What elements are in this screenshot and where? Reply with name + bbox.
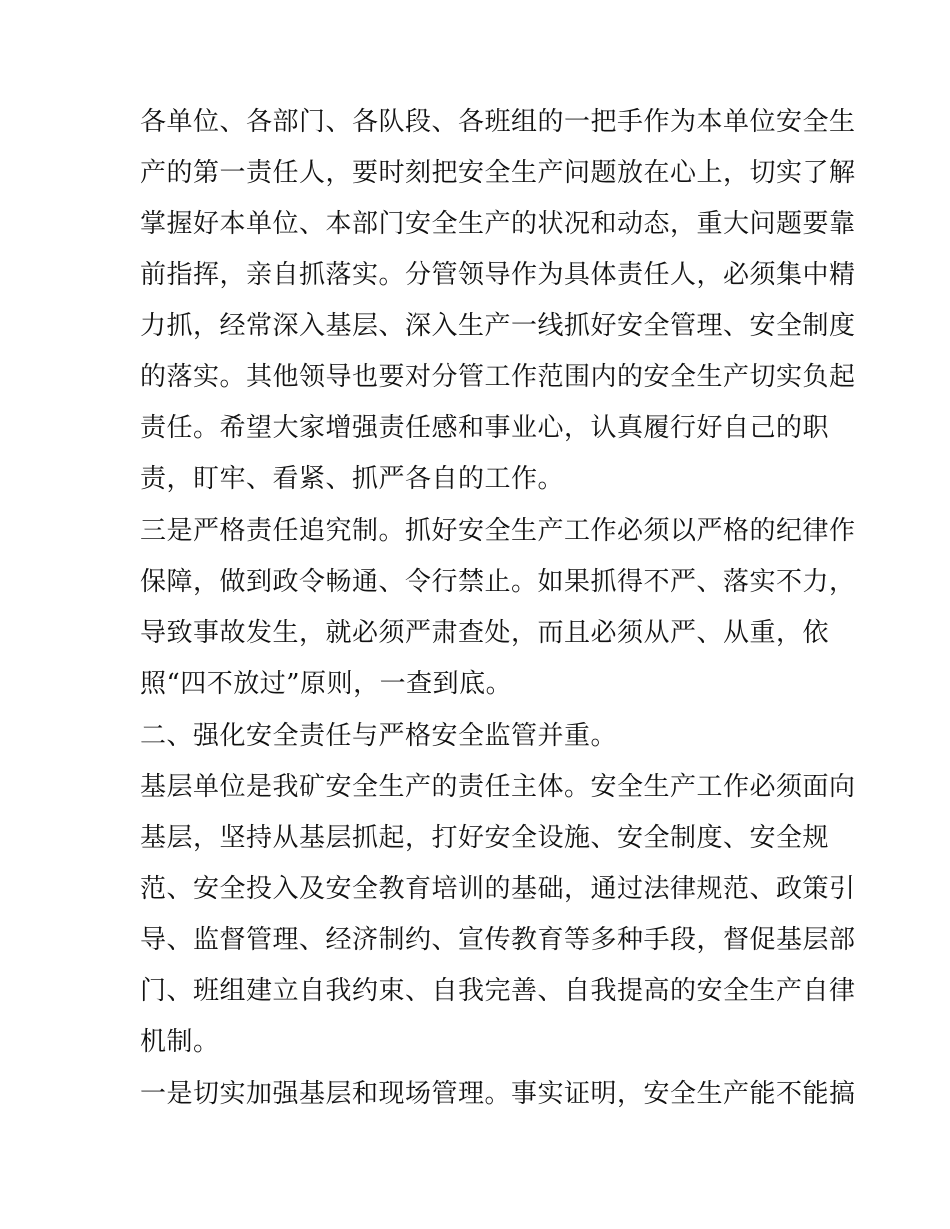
text-line: 范、安全投入及安全教育培训的基础，通过法律规范、政策引	[140, 874, 856, 904]
text-line: 门、班组建立自我约束、自我完善、自我提高的安全生产自律	[140, 976, 856, 1006]
text-line: 导致事故发生，就必须严肃查处，而且必须从严、从重，依	[140, 618, 830, 648]
text-line: 一是切实加强基层和现场管理。事实证明，安全生产能不能搞	[140, 1079, 856, 1109]
text-line: 责，盯牢、看紧、抓严各自的工作。	[140, 464, 565, 494]
section-heading: 二、强化安全责任与严格安全监管并重。	[140, 721, 618, 751]
text-line: 力抓，经常深入基层、深入生产一线抓好安全管理、安全制度	[140, 311, 856, 341]
text-line: 机制。	[140, 1027, 220, 1057]
text-line: 掌握好本单位、本部门安全生产的状况和动态，重大问题要靠	[140, 209, 856, 239]
text-line: 的落实。其他领导也要对分管工作范围内的安全生产切实负起	[140, 362, 856, 392]
text-line: 三是严格责任追究制。抓好安全生产工作必须以严格的纪律作	[140, 516, 856, 546]
text-line: 责任。希望大家增强责任感和事业心，认真履行好自己的职	[140, 413, 830, 443]
text-line: 前指挥，亲自抓落实。分管领导作为具体责任人，必须集中精	[140, 260, 856, 290]
text-line: 导、监督管理、经济制约、宣传教育等多种手段，督促基层部	[140, 925, 856, 955]
text-line: 照“四不放过”原则，一查到底。	[140, 669, 513, 699]
text-line: 保障，做到政令畅通、令行禁止。如果抓得不严、落实不力，	[140, 567, 856, 597]
text-line: 基层单位是我矿安全生产的责任主体。安全生产工作必须面向	[140, 772, 856, 802]
text-line: 产的第一责任人，要时刻把安全生产问题放在心上，切实了解	[140, 158, 856, 188]
text-line: 基层，坚持从基层抓起，打好安全设施、安全制度、安全规	[140, 823, 830, 853]
text-line: 各单位、各部门、各队段、各班组的一把手作为本单位安全生	[140, 107, 856, 137]
